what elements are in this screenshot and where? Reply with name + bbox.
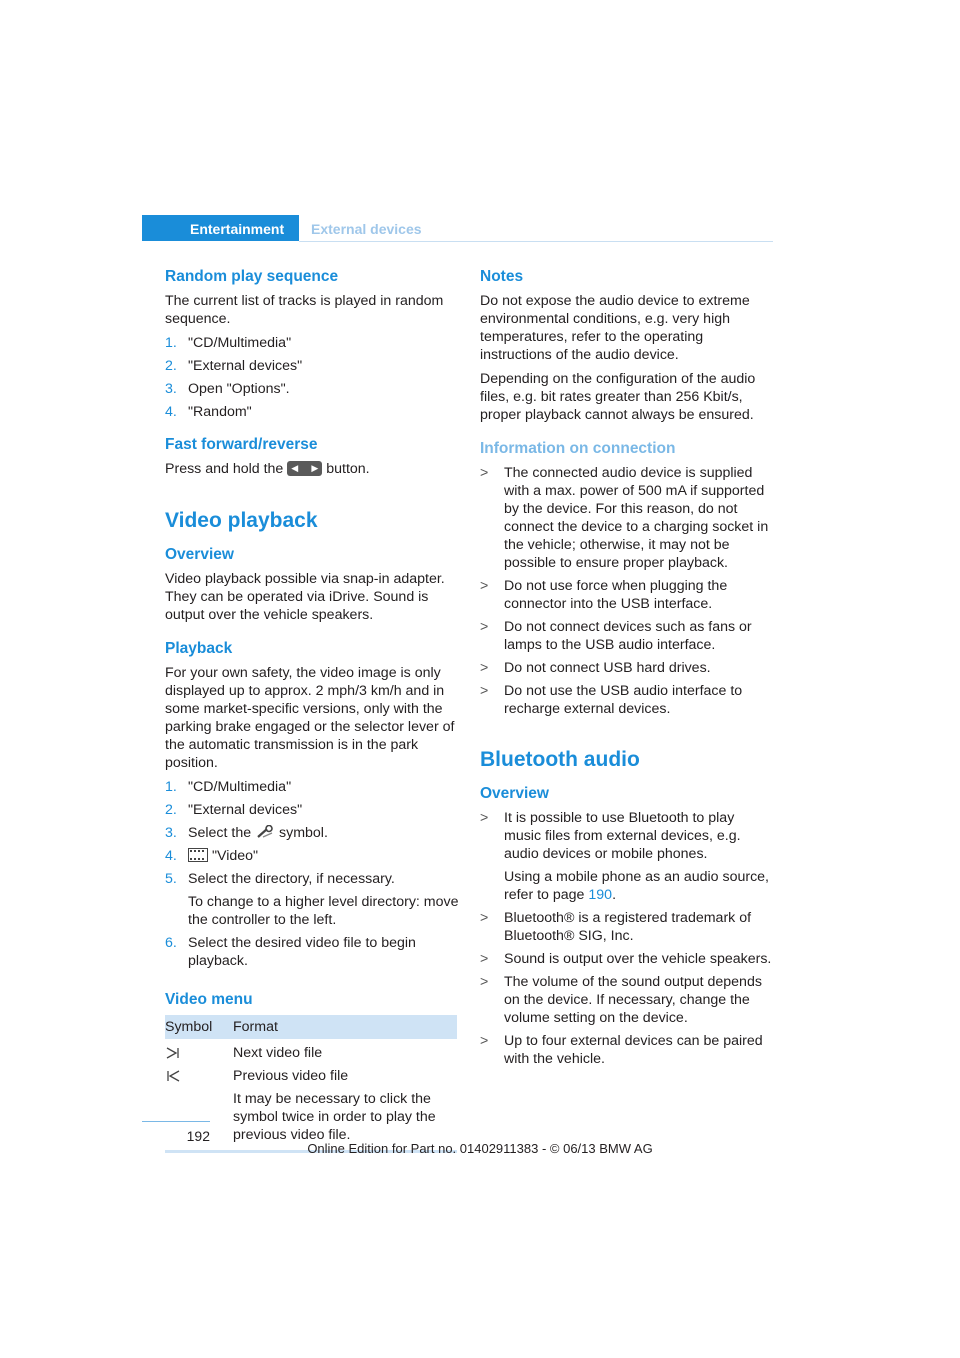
list-item: > The volume of the sound output depends on the device. If necessary, change the volume setting on the device. [480,974,762,1026]
video-menu-table-header [165,1015,457,1039]
edition-footer: Online Edition for Part no. 01402911383 - © 06/13 BMW AG [307,1141,653,1156]
previous-track-icon [165,1068,181,1084]
seek-button-icon: ◀ ▶ [287,461,322,476]
video-overview-text: Video playback possible via snap-in adapter. They can be operated via iDrive. Sound is output over the vehicle speakers. [165,571,445,623]
random-step-2: 2. "External devices" [165,358,303,374]
next-track-icon [165,1045,181,1061]
video-step-1: 1. "CD/Multimedia" [165,779,292,795]
bluetooth-overview-heading: Overview [480,785,549,802]
random-step-3: 3. Open "Options". [165,381,290,397]
random-step-1: 1. "CD/Multimedia" [165,335,292,351]
random-play-intro: The current list of tracks is played in random sequence. [165,293,444,327]
notes-paragraph-2: Depending on the configuration of the audio files, e.g. bit rates greater than 256 Kbit/s, proper playback cannot always be ensured. [480,371,756,423]
list-item: > Do not connect devices such as fans or lamps to the USB audio interface. [480,619,752,653]
fast-forward-heading: Fast forward/reverse [165,436,318,453]
table-row [165,1044,457,1062]
notes-paragraph-1: Do not expose the audio device to extreme environmental conditions, e.g. very high temperatures, refer to the operating instructions of the audio device. [480,293,750,363]
list-item: > Up to four external devices can be paired with the vehicle. [480,1033,763,1067]
list-item: > Sound is output over the vehicle speakers. [480,951,772,967]
list-item: > Do not connect USB hard drives. [480,660,711,676]
list-item: > Bluetooth® is a registered trademark of Bluetooth® SIG, Inc. [480,910,752,944]
header-rule [299,241,773,242]
list-item: > The connected audio device is supplied with a max. power of 500 mA if supported by the device. For this reason, do not connect the device to a charging socket in the vehicle; otherwise, it may not be possible to ensure proper playback. [480,465,769,571]
video-overview-heading: Overview [165,546,234,563]
right-column [480,266,773,1073]
previous-video-file-label: Previous video file [233,1068,349,1084]
video-step-2: 2. "External devices" [165,802,303,818]
connection-heading: Information on connection [480,440,676,457]
random-play-heading: Random play sequence [165,268,339,285]
list-item: > Do not use the USB audio interface to recharge external devices. [480,683,743,717]
film-strip-icon [188,848,208,862]
page-number: 192 [186,1128,210,1144]
video-step-5-note: To change to a higher level directory: move the controller to the left. [188,894,459,928]
header-section-title: Entertainment [190,221,285,237]
page-reference-link[interactable]: 190 [588,887,613,903]
random-step-4: 4. "Random" [165,404,252,420]
next-video-file-label: Next video file [233,1045,323,1061]
playback-heading: Playback [165,640,233,657]
playback-text: For your own safety, the video image is only displayed up to approx. 2 mph/3 km/h and in some market-specific versions, only with the parking brake engaged or the selector lever of the automatic transmission is in the park position. [165,665,455,771]
video-step-3: 3. Select the symbol. [165,825,328,841]
bluetooth-phone-note: Using a mobile phone as an audio source, refer to page 190. [504,869,770,903]
list-item: > Do not use force when plugging the connector into the USB interface. [480,578,728,612]
video-step-4: 4. "Video" [165,848,259,864]
column-symbol-header: Symbol [165,1019,213,1035]
video-playback-heading: Video playback [165,509,318,532]
notes-heading: Notes [480,268,524,285]
video-step-5: 5. Select the directory, if necessary. [165,871,395,887]
settings-wrench-icon [255,825,275,839]
left-column [165,266,460,1153]
bluetooth-audio-heading: Bluetooth audio [480,748,640,771]
fast-forward-text: Press and hold the ◀ ▶ button. [165,461,370,477]
list-item: > It is possible to use Bluetooth to play music files from external devices, e.g. audio devices or mobile phones. Using a mobile phone as an audio source, refer to page 190. [480,809,773,904]
video-step-6: 6. Select the desired video file to begin playback. [165,935,416,969]
previous-video-file-note: It may be necessary to click the symbol twice in order to play the previous video file. [233,1091,436,1143]
header-subsection-title: External devices [311,221,422,237]
column-format-header: Format [233,1019,278,1035]
page-number-rule [142,1121,210,1122]
video-menu-heading: Video menu [165,991,253,1008]
